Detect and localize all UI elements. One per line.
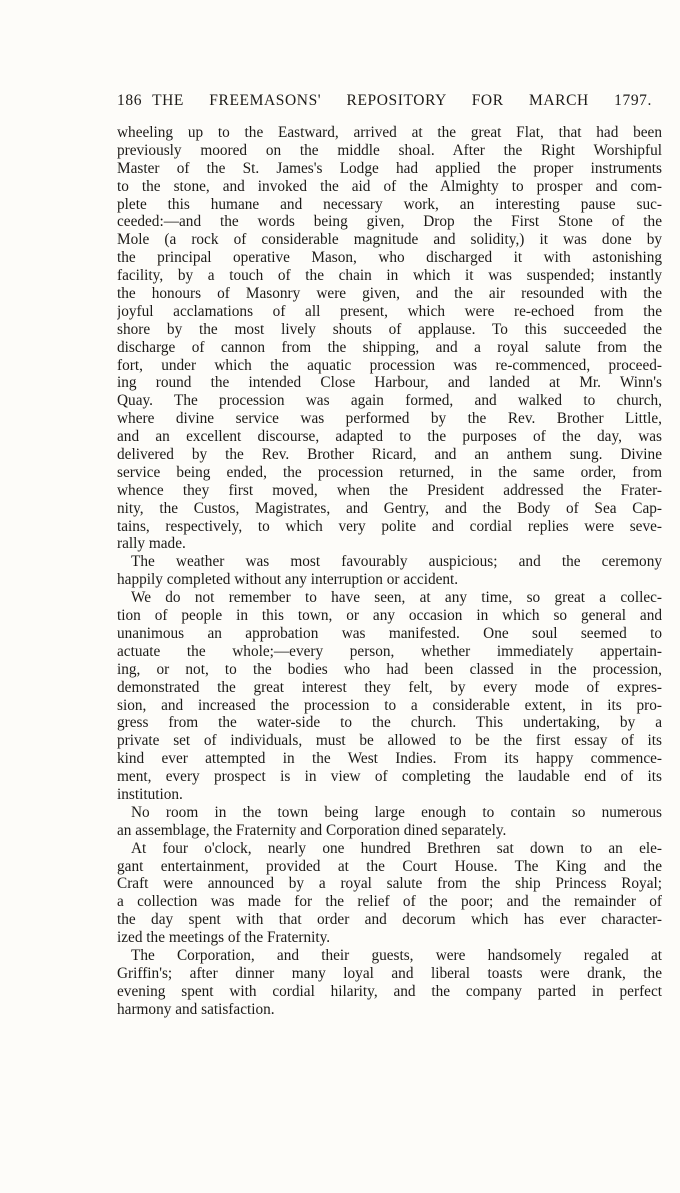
text-line: and an excellent discourse, adapted to the purposes of the day, was [117, 428, 662, 446]
text-line: ized the meetings of the Fraternity. [117, 929, 331, 947]
running-head [117, 92, 662, 116]
text-line: sion, and increased the procession to a considerable extent, in its pro- [117, 696, 662, 714]
text-line: to the stone, and invoked the aid of the Almighty to prosper and com- [117, 177, 662, 195]
page-number: 186 [117, 92, 143, 109]
text-line: service being ended, the procession returned, in the same order, from [117, 463, 662, 481]
text-line: previously moored on the middle shoal. After the Right Worshipful [117, 141, 662, 159]
text-line: Griffin's; after dinner many loyal and liberal toasts were drank, the [117, 964, 662, 982]
text-line: shore by the most lively shouts of applause. To this succeeded the [117, 320, 662, 338]
text-line: ment, every prospect is in view of completing the laudable end of its [117, 768, 662, 786]
text-line: harmony and satisfaction. [117, 1000, 275, 1018]
text-line: an assemblage, the Fraternity and Corporation dined separately. [117, 821, 507, 839]
text-line: the principal operative Mason, who discharged it with astonishing [117, 249, 662, 267]
text-line: demonstrated the great interest they felt, by every mode of expres- [117, 678, 662, 696]
text-line: ing, or not, to the bodies who had been classed in the procession, [117, 660, 662, 678]
text-line: Craft were announced by a royal salute from the ship Princess Royal; [117, 875, 662, 893]
text-line: tains, respectively, to which very polite and cordial replies were seve- [117, 517, 662, 535]
text-line: plete this humane and necessary work, an interesting pause suc- [117, 195, 662, 213]
text-line: No room in the town being large enough to contain so numerous [131, 803, 662, 821]
text-line: the honours of Masonry were given, and the air resounded with the [117, 285, 662, 303]
text-line: happily completed without any interruption or accident. [117, 571, 459, 589]
text-line: whence they first moved, when the President addressed the Frater- [117, 481, 662, 499]
article-body [117, 124, 662, 1019]
running-title: THE FREEMASONS' REPOSITORY FOR MARCH 1797. [152, 92, 652, 109]
text-line: actuate the whole;—every person, whether immediately appertain- [117, 642, 662, 660]
text-line: where divine service was performed by the Rev. Brother Little, [117, 410, 662, 428]
text-line: facility, by a touch of the chain in which it was suspended; instantly [117, 267, 662, 285]
text-line: The weather was most favourably auspicious; and the ceremony [131, 553, 662, 571]
text-line: gress from the water-side to the church. This undertaking, by a [117, 714, 662, 732]
text-line: joyful acclamations of all present, which were re-echoed from the [117, 302, 662, 320]
text-line: ceeded:—and the words being given, Drop the First Stone of the [117, 213, 662, 231]
text-line: wheeling up to the Eastward, arrived at the great Flat, that had been [117, 124, 662, 141]
text-line: The Corporation, and their guests, were handsomely regaled at [131, 946, 662, 964]
text-line: nity, the Custos, Magistrates, and Gentry, and the Body of Sea Cap- [117, 499, 662, 517]
text-line: unanimous an approbation was manifested. One soul seemed to [117, 624, 662, 642]
text-line: tion of people in this town, or any occasion in which so general and [117, 607, 662, 625]
text-line: a collection was made for the relief of the poor; and the remainder of [117, 893, 662, 911]
text-line: ing round the intended Close Harbour, and landed at Mr. Winn's [117, 374, 662, 392]
paragraph [117, 840, 662, 947]
text-line: evening spent with cordial hilarity, and the company parted in perfect [117, 982, 662, 1000]
text-line: fort, under which the aquatic procession was re-commenced, proceed- [117, 356, 662, 374]
text-line: At four o'clock, nearly one hundred Brethren sat down to an ele- [131, 839, 662, 857]
text-line: kind ever attempted in the West Indies. From its happy commence- [117, 750, 662, 768]
paragraph [117, 553, 662, 589]
paragraph [117, 589, 662, 804]
text-line: the day spent with that order and decorum which has ever character- [117, 911, 662, 929]
text-line: private set of individuals, must be allowed to be the first essay of its [117, 732, 662, 750]
text-line: Mole (a rock of considerable magnitude and solidity,) it was done by [117, 231, 662, 249]
paragraph [117, 124, 662, 553]
text-line: Quay. The procession was again formed, and walked to church, [117, 392, 662, 410]
text-line: delivered by the Rev. Brother Ricard, and an anthem sung. Divine [117, 446, 662, 464]
paragraph [117, 947, 662, 1019]
paragraph [117, 804, 662, 840]
text-line: We do not remember to have seen, at any time, so great a collec- [131, 589, 662, 607]
text-line: rally made. [117, 535, 186, 553]
text-line: institution. [117, 785, 183, 803]
text-line: gant entertainment, provided at the Court House. The King and the [117, 857, 662, 875]
text-line: Master of the St. James's Lodge had applied the proper instruments [117, 159, 662, 177]
text-line: discharge of cannon from the shipping, and a royal salute from the [117, 338, 662, 356]
